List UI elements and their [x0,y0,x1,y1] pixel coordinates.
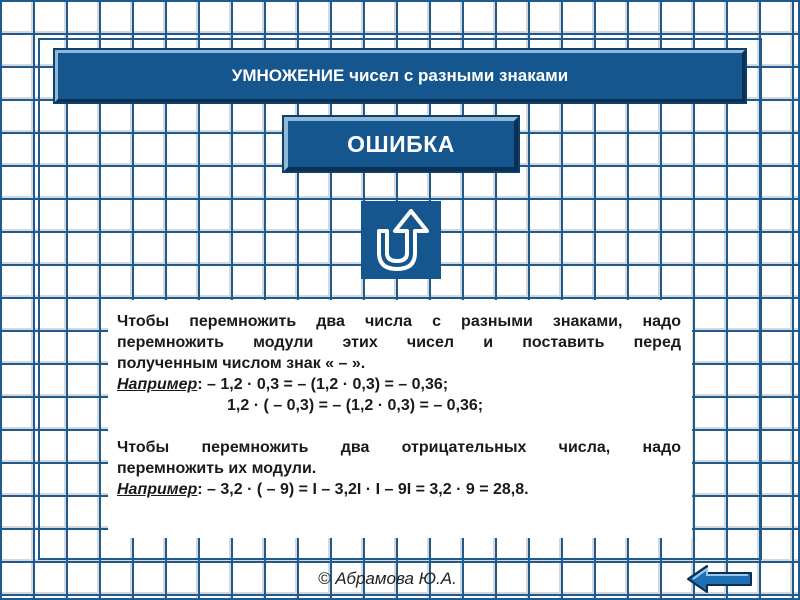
left-arrow-icon [685,563,755,595]
rule2-line2: перемножить их модули. [117,460,317,477]
back-button[interactable] [685,563,755,595]
spacer [117,416,681,437]
rules-text [117,311,681,500]
return-button[interactable] [361,201,441,279]
example-label: Например [117,376,198,393]
rule2-example [117,479,681,500]
copyright: © Абрамова Ю.А. [318,569,457,588]
rule1-line2: перемножить модули этих чисел и поставить перед [117,334,681,351]
rule2-example1: : – 3,2 · ( – 9) = I – 3,2I · I – 9I = 3,2 · 9 = 28,8. [197,481,529,498]
rule1-line1: Чтобы перемножить два числа с разными знаками, надо [117,313,681,330]
slide-title-text: УМНОЖЕНИЕ чисел с разными знаками [231,66,569,85]
error-banner [284,117,518,171]
rule1-example1: : – 1,2 · 0,3 = – (1,2 · 0,3) = – 0,36; [197,376,449,393]
rule1-example [117,374,681,395]
rule2-line1: Чтобы перемножить два отрицательных числа, надо [117,439,681,456]
error-banner-text: ОШИБКА [347,130,455,157]
example-label: Например [117,481,198,498]
rule1-line3: полученным числом знак « – ». [117,355,366,372]
slide-title [55,50,745,102]
u-turn-arrow-icon [361,201,441,279]
rule1-example2: 1,2 · ( – 0,3) = – (1,2 · 0,3) = – 0,36; [227,397,484,414]
